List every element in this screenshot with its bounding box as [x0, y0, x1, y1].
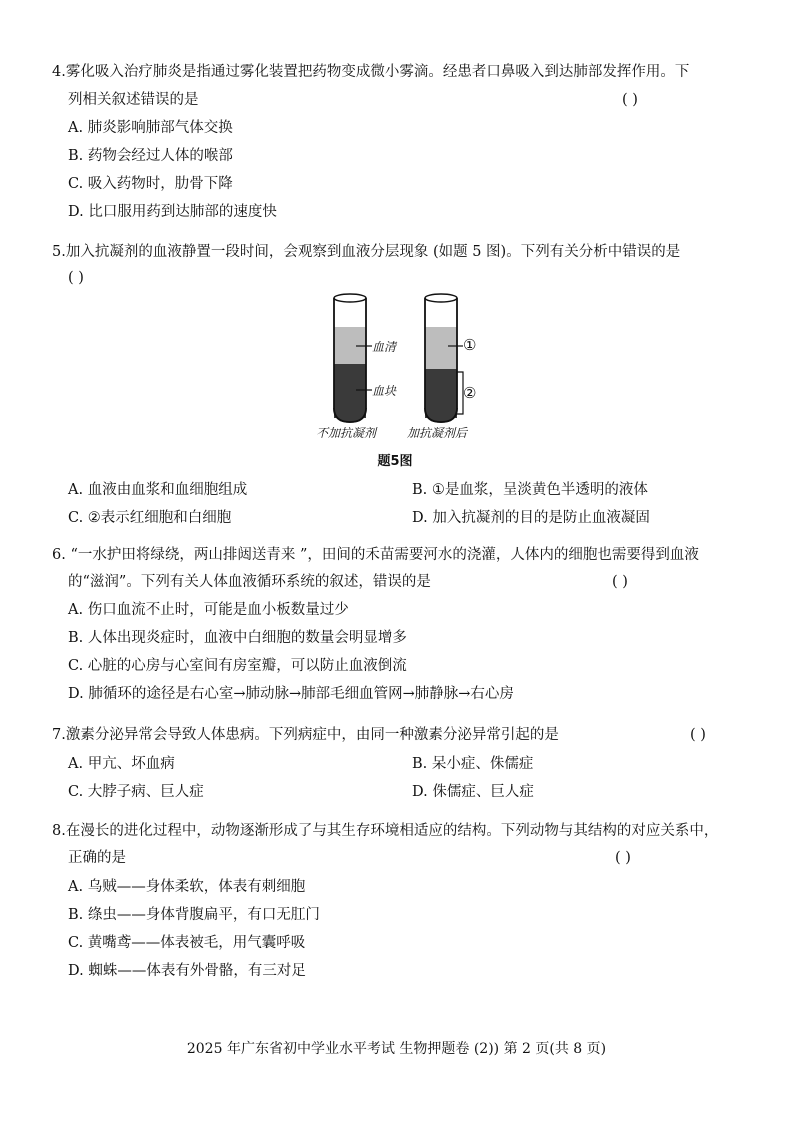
q4-option-d: D. 比口服用药到达肺部的速度快 — [68, 204, 277, 220]
q7-option-c: C. 大脖子病、巨人症 — [68, 784, 204, 800]
q4-stem-line2: 列相关叙述错误的是 — [68, 92, 199, 108]
q4-option-c: C. 吸入药物时，肋骨下降 — [68, 176, 233, 192]
q6-option-d: D. 肺循环的途径是右心室→肺动脉→肺部毛细血管网→肺静脉→右心房 — [68, 686, 514, 702]
figure-caption: 题5图 — [377, 454, 413, 469]
q5-option-d: D. 加入抗凝剂的目的是防止血液凝固 — [412, 510, 650, 526]
q7-stem-line1: 7.激素分泌异常会导致人体患病。下列病症中，由同一种激素分泌异常引起的是 — [52, 727, 559, 743]
label-blood-clot: 血块 — [372, 384, 397, 398]
q6-option-b: B. 人体出现炎症时，血液中白细胞的数量会明显增多 — [68, 630, 407, 646]
q7-option-d: D. 侏儒症、巨人症 — [412, 784, 534, 800]
q8-option-d: D. 蜘蛛——体表有外骨骼，有三对足 — [68, 963, 306, 979]
q5-answer-paren: ( ) — [68, 270, 84, 286]
label-serum: 血清 — [372, 340, 397, 354]
q8-answer-paren: ( ) — [615, 850, 631, 866]
q5-stem-line1: 5.加入抗凝剂的血液静置一段时间，会观察到血液分层现象 (如题 5 图)。下列有关分析中错误的是 — [52, 244, 681, 260]
q6-answer-paren: ( ) — [612, 574, 628, 590]
page-footer: 2025 年广东省初中学业水平考试 生物押题卷 (2)) 第 2 页(共 8 页) — [186, 1041, 607, 1057]
q6-option-c: C. 心脏的心房与心室间有房室瓣，可以防止血液倒流 — [68, 658, 407, 674]
q4-answer-paren: ( ) — [622, 92, 638, 108]
q8-option-a: A. 乌贼——身体柔软，体表有刺细胞 — [68, 879, 306, 895]
q6-option-a: A. 伤口血流不止时，可能是血小板数量过少 — [68, 602, 349, 618]
q7-answer-paren: ( ) — [690, 727, 706, 743]
tube-without-anticoagulant — [334, 294, 372, 422]
q4-option-b: B. 药物会经过人体的喉部 — [68, 148, 233, 164]
q5-option-c: C. ②表示红细胞和白细胞 — [68, 510, 232, 526]
figure-5 — [300, 290, 500, 470]
q8-option-c: C. 黄嘴鸢——体表被毛，用气囊呼吸 — [68, 935, 306, 951]
q4-option-a: A. 肺炎影响肺部气体交换 — [68, 120, 233, 136]
tube-with-anticoagulant — [425, 294, 463, 422]
q4-stem-line1: 4.雾化吸入治疗肺炎是指通过雾化装置把药物变成微小雾滴。经患者口鼻吸入到达肺部发挥作用。下 — [52, 64, 690, 80]
q7-option-b: B. 呆小症、侏儒症 — [412, 756, 534, 772]
q5-option-a: A. 血液由血浆和血细胞组成 — [68, 482, 248, 498]
q8-stem-line2: 正确的是 — [68, 850, 126, 866]
q6-stem-line2: 的“滋润”。下列有关人体血液循环系统的叙述，错误的是 — [68, 574, 431, 590]
label-no-anticoagulant: 不加抗凝剂 — [316, 426, 377, 440]
q6-stem-line1: 6. “一水护田将绿绕，两山排闼送青来 ”，田间的禾苗需要河水的浇灌，人体内的细胞也需要得到血液 — [52, 547, 699, 563]
q5-option-b: B. ①是血浆，呈淡黄色半透明的液体 — [412, 482, 648, 498]
label-2: ② — [463, 384, 477, 402]
q8-stem-line1: 8.在漫长的进化过程中，动物逐渐形成了与其生存环境相适应的结构。下列动物与其结构的对应关系中， — [52, 823, 719, 839]
q8-option-b: B. 绦虫——身体背腹扁平，有口无肛门 — [68, 907, 320, 923]
label-with-anticoagulant: 加抗凝剂后 — [407, 426, 468, 440]
label-1: ① — [463, 336, 477, 354]
q7-option-a: A. 甲亢、坏血病 — [68, 756, 175, 772]
